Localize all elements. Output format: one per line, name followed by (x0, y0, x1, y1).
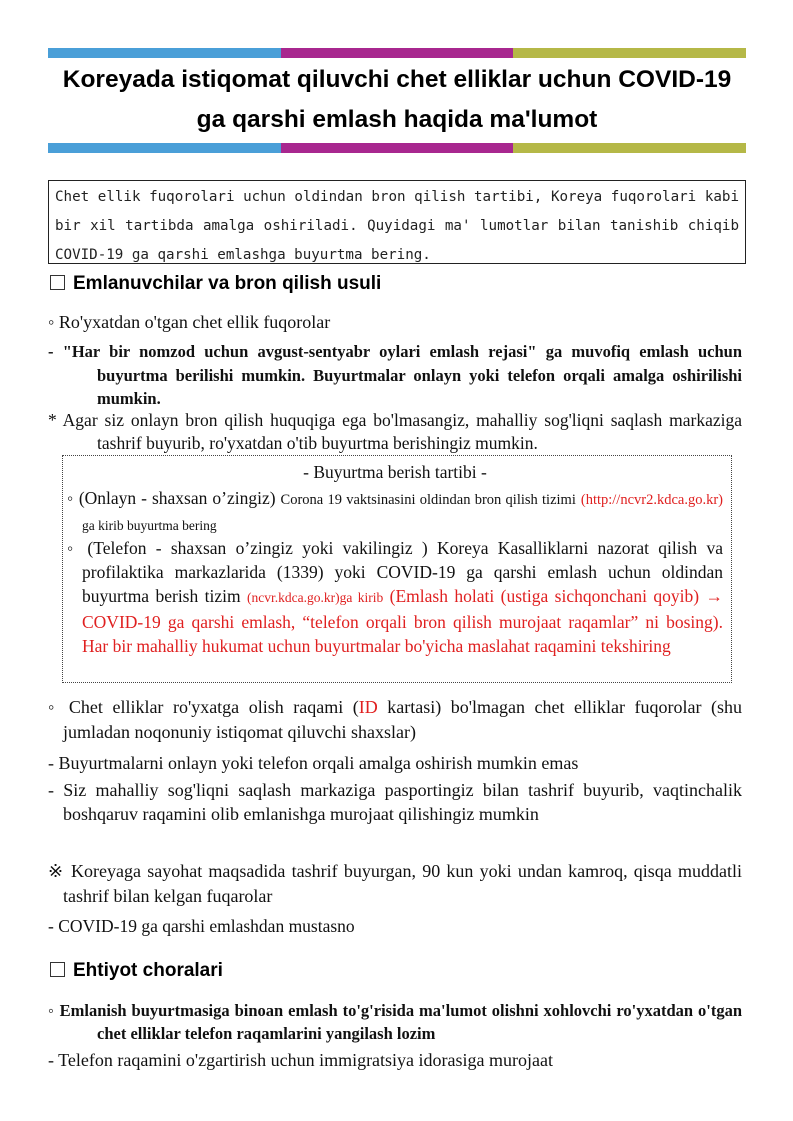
section-heading-precautions (50, 960, 223, 982)
list-item-passport: - Siz mahalliy sog'liqni saqlash markaziga pasportingiz bilan tashrif buyurib, vaqtinchalik boshqaruv raqamini olib emlanishga murojaat qilishingiz mumkin (48, 780, 742, 824)
list-item-no-id (48, 695, 742, 745)
checkbox-square-icon (50, 275, 65, 290)
online-prefix: ◦ (Onlayn - shaxsan o’zingiz) (67, 488, 276, 508)
list-item-update-phone: ◦ Emlanish buyurtmasiga binoan emlash to'g'risida ma'lumot olishni xohlovchi ro'yxatdan o'tgan chet elliklar telefon raqamlarini yangilash lozim (48, 1001, 742, 1043)
list-item-schedule: - "Har bir nomzod uchun avgust-sentyabr oylari emlash rejasi" ga muvofiq emlash uchun buyurtma berilishi mumkin. Buyurtmalar onlayn yoki telefon orqali amalga oshirilishi mumkin. (48, 342, 742, 408)
stripe-blue (48, 48, 281, 58)
title-line-2: ga qarshi emlash haqida ma'lumot (196, 106, 598, 133)
booking-procedure-box (62, 455, 732, 683)
list-item-no-online: * Agar siz onlayn bron qilish huquqiga ega bo'lmasangiz, mahalliy sog'liqni saqlash markaziga tashrif buyurib, ro'yxatdan o'tib buyurtma berishingiz mumkin. (48, 410, 742, 453)
no-id-id: ID (358, 697, 378, 717)
online-url: (http://ncvr2.kdca.go.kr) (580, 492, 723, 508)
stripe-olive (513, 48, 746, 58)
list-item-immigration: - Telefon raqamini o'zgartirish uchun immigratsiya idorasiga murojaat (48, 1050, 554, 1070)
top-color-stripe (48, 48, 746, 58)
list-item-not-possible: - Buyurtmalarni onlayn yoki telefon orqali amalga oshirish mumkin emas (48, 753, 579, 773)
list-item-tourists: ※ Koreyaga sayohat maqsadida tashrif buyurgan, 90 kun yoki undan kamroq, qisqa muddatli tashrif bilan kelgan fuqarolar (48, 861, 742, 906)
phone-instructions: (Emlash holati (ustiga sichqonchani qoyib) → COVID-19 ga qarshi emlash, “telefon orqali bron qilish murojaat raqamlar” ni bosing). Har bir mahalliy hukumat uchun buyurtmalar bo'yicha maslahat raqamini tekshiring (82, 586, 723, 656)
booking-online (67, 486, 723, 538)
phone-url: (ncvr.kdca.go.kr)ga kirib (247, 590, 384, 605)
list-item-registered: ◦ Ro'yxatdan o'tgan chet ellik fuqorolar (48, 312, 331, 332)
online-body: Corona 19 vaktsinasini oldindan bron qilish tizimi (280, 492, 576, 508)
section-heading-text: Emlanuvchilar va bron qilish usuli (73, 273, 382, 294)
bottom-color-stripe (48, 143, 746, 153)
notice-box: Chet ellik fuqorolari uchun oldindan bron qilish tartibi, Koreya fuqorolari kabi bir xil tartibda amalga oshiriladi. Quyidagi ma' lumotlar bilan tanishib chiqib COVID-19 ga qarshi emlashga buyurtma bering. (48, 180, 746, 264)
booking-phone (67, 536, 723, 658)
section-heading-text: Ehtiyot choralari (73, 960, 223, 981)
list-item-excluded: - COVID-19 ga qarshi emlashdan mustasno (48, 916, 355, 936)
no-id-text-b: kartasi) bo'lmagan chet elliklar fuqorolar (shu jumladan noqonuniy istiqomat qiluvchi shaxslar) (63, 697, 743, 742)
section-heading-enrollment (50, 273, 381, 295)
stripe-purple (281, 143, 514, 153)
booking-procedure-title: - Buyurtma berish tartibi - (303, 462, 487, 482)
title-line-1: Koreyada istiqomat qiluvchi chet elliklar uchun COVID-19 (62, 66, 732, 93)
stripe-olive (513, 143, 746, 153)
stripe-purple (281, 48, 514, 58)
stripe-blue (48, 143, 281, 153)
online-suffix: ga kirib buyurtma bering (82, 518, 217, 533)
phone-prefix: ◦ (Telefon - shaxsan o’zingiz yoki vakilingiz ) Koreya Kasalliklarni nazorat qilish va profilaktika markazlarida (1339) yoki COVID-19 ga qarshi emlash uchun oldindan buyurtma berish tizim (67, 538, 723, 606)
no-id-text-a: ◦ Chet elliklar ro'yxatga olish raqami ( (48, 697, 359, 717)
checkbox-square-icon (50, 962, 65, 977)
page-title (48, 60, 746, 140)
